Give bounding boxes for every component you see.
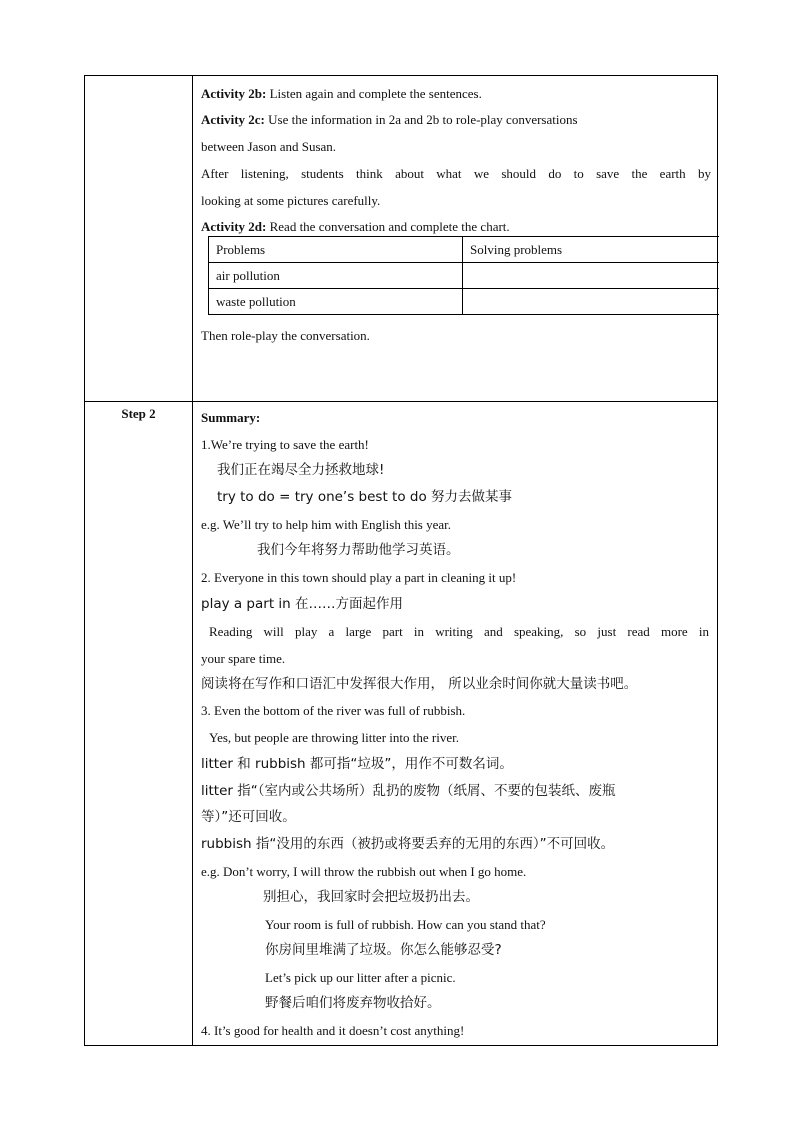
summary-line: 野餐后咱们将废弃物收拾好。 xyxy=(265,995,441,1011)
summary-line: 等）”还可回收。 xyxy=(201,809,296,825)
summary-line: litter 和 rubbish 都可指“垃圾”，用作不可数名词。 xyxy=(201,756,513,772)
summary-line: Yes, but people are throwing litter into the river. xyxy=(209,730,459,745)
summary-line: play a part in 在……方面起作用 xyxy=(201,596,404,612)
summary-line: litter 指“（室内或公共场所）乱扔的废物（纸屑、不要的包装纸、废瓶 xyxy=(201,783,616,799)
chart-cell-problem: waste pollution xyxy=(209,289,463,315)
chart-cell-solution xyxy=(463,263,720,289)
activity-2b-text: Listen again and complete the sentences. xyxy=(266,86,482,101)
summary-line: e.g. We’ll try to help him with English this year. xyxy=(201,517,452,532)
summary-heading: Summary: xyxy=(201,410,261,425)
summary-line: 2. Everyone in this town should play a part in cleaning it up! xyxy=(201,570,517,585)
chart-row xyxy=(209,263,720,289)
step-label: Step 2 xyxy=(121,406,156,421)
activity-2b xyxy=(201,86,482,102)
summary-line: Let’s pick up our litter after a picnic. xyxy=(265,970,456,985)
summary-line: 我们正在竭尽全力拯救地球! xyxy=(217,462,385,478)
chart-cell-solution xyxy=(463,289,720,315)
activity-2c-label: Activity 2c: xyxy=(201,112,265,127)
row-divider xyxy=(85,401,717,402)
activity-2d xyxy=(201,219,510,235)
summary-line: Your room is full of rubbish. How can you stand that? xyxy=(265,917,546,932)
after-listening-text: After listening, students think about what we should do to save the earth by xyxy=(201,166,711,181)
summary-line: 4. It’s good for health and it doesn’t cost anything! xyxy=(201,1023,465,1038)
column-divider xyxy=(192,76,193,1045)
activity-2c-text: Use the information in 2a and 2b to role-play conversations xyxy=(264,112,578,127)
chart-row xyxy=(209,289,720,315)
summary-line: 1.We’re trying to save the earth! xyxy=(201,437,369,452)
summary-line: your spare time. xyxy=(201,651,286,666)
role-play-text: Then role-play the conversation. xyxy=(201,328,370,343)
summary-line: 我们今年将努力帮助他学习英语。 xyxy=(257,542,460,558)
summary-line: Reading will play a large part in writing and speaking, so just read more in xyxy=(209,624,709,639)
chart-cell-problem: air pollution xyxy=(209,263,463,289)
summary-line: rubbish 指“没用的东西（被扔或将要丢弃的无用的东西）”不可回收。 xyxy=(201,836,615,852)
summary-line: 3. Even the bottom of the river was full of rubbish. xyxy=(201,703,466,718)
activity-2d-text: Read the conversation and complete the chart. xyxy=(266,219,510,234)
lesson-plan-table xyxy=(84,75,718,1046)
activity-2c-continued: between Jason and Susan. xyxy=(201,139,337,154)
summary-line: 你房间里堆满了垃圾。你怎么能够忍受? xyxy=(265,942,502,958)
summary-line: 别担心，我回家时会把垃圾扔出去。 xyxy=(263,889,479,905)
problems-chart xyxy=(208,236,719,315)
summary-line: try to do = try one’s best to do 努力去做某事 xyxy=(217,489,513,505)
activity-2d-label: Activity 2d: xyxy=(201,219,267,234)
activity-2b-label: Activity 2b: xyxy=(201,86,267,101)
activity-2c xyxy=(201,112,578,128)
summary-line: e.g. Don’t worry, I will throw the rubbish out when I go home. xyxy=(201,864,527,879)
chart-header-problems: Problems xyxy=(209,237,463,263)
after-listening-text-continued: looking at some pictures carefully. xyxy=(201,193,381,208)
chart-header-row xyxy=(209,237,720,263)
summary-line: 阅读将在写作和口语汇中发挥很大作用， 所以业余时间你就大量读书吧。 xyxy=(201,676,638,692)
chart-header-solving: Solving problems xyxy=(463,237,720,263)
